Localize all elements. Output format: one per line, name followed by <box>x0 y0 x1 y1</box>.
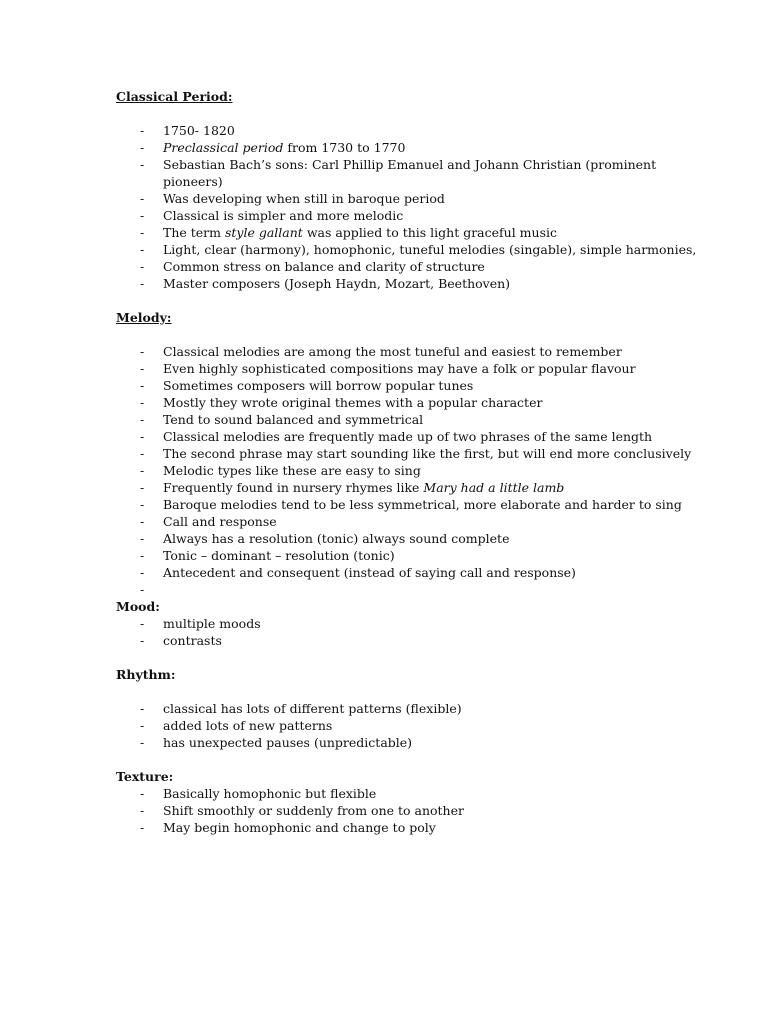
list-item: - Sebastian Bach’s sons: Carl Phillip Emanuel and Johann Christian (prominent pioneers) <box>116 156 716 190</box>
list-item: - Tonic – dominant – resolution (tonic) <box>116 547 716 564</box>
list-item: - Call and response <box>116 513 716 530</box>
list-item: - Melodic types like these are easy to sing <box>116 462 716 479</box>
list-item: - Master composers (Joseph Haydn, Mozart, Beethoven) <box>116 275 716 292</box>
list-item: - Always has a resolution (tonic) always sound complete <box>116 530 716 547</box>
list-item: - 1750- 1820 <box>116 122 716 139</box>
list-item: - classical has lots of different patterns (flexible) <box>116 700 716 717</box>
list-item: - Shift smoothly or suddenly from one to another <box>116 802 716 819</box>
list-item: - Mostly they wrote original themes with a popular character <box>116 394 716 411</box>
heading-classical-period: Classical Period: <box>116 89 233 104</box>
list-item: - has unexpected pauses (unpredictable) <box>116 734 716 751</box>
heading-rhythm: Rhythm: <box>116 667 176 682</box>
emphasized-term: Preclassical period <box>163 140 284 155</box>
list-item: - added lots of new patterns <box>116 717 716 734</box>
emphasized-term: Mary had a little lamb <box>423 480 565 495</box>
list-item: - Basically homophonic but flexible <box>116 785 716 802</box>
list-item: - The term style gallant was applied to this light graceful music <box>116 224 716 241</box>
list-item <box>116 581 716 598</box>
list-item: - Antecedent and consequent (instead of saying call and response) <box>116 564 716 581</box>
list-item: - Even highly sophisticated compositions may have a folk or popular flavour <box>116 360 716 377</box>
list-item: - Sometimes composers will borrow popular tunes <box>116 377 716 394</box>
list-item: - Classical melodies are frequently made up of two phrases of the same length <box>116 428 716 445</box>
list-item: - Classical melodies are among the most tuneful and easiest to remember <box>116 343 716 360</box>
list-mood <box>116 615 716 649</box>
list-item: - Light, clear (harmony), homophonic, tuneful melodies (singable), simple harmonies, <box>116 241 716 258</box>
list-item: - Preclassical period from 1730 to 1770 <box>116 139 716 156</box>
document-page <box>116 88 716 836</box>
list-item: - Frequently found in nursery rhymes like Mary had a little lamb <box>116 479 716 496</box>
list-rhythm <box>116 700 716 751</box>
list-item: - Common stress on balance and clarity of structure <box>116 258 716 275</box>
list-item: - Was developing when still in baroque period <box>116 190 716 207</box>
emphasized-term: style gallant <box>224 225 303 240</box>
list-classical-period <box>116 122 716 292</box>
list-melody <box>116 343 716 598</box>
heading-texture: Texture: <box>116 769 174 784</box>
list-item: - The second phrase may start sounding like the first, but will end more conclusively <box>116 445 716 462</box>
list-item: - Tend to sound balanced and symmetrical <box>116 411 716 428</box>
heading-melody: Melody: <box>116 310 172 325</box>
list-texture <box>116 785 716 836</box>
heading-mood: Mood: <box>116 599 160 614</box>
list-item: - May begin homophonic and change to poly <box>116 819 716 836</box>
list-item: - Baroque melodies tend to be less symmetrical, more elaborate and harder to sing <box>116 496 716 513</box>
list-item: - Classical is simpler and more melodic <box>116 207 716 224</box>
list-item: - contrasts <box>116 632 716 649</box>
list-item: - multiple moods <box>116 615 716 632</box>
